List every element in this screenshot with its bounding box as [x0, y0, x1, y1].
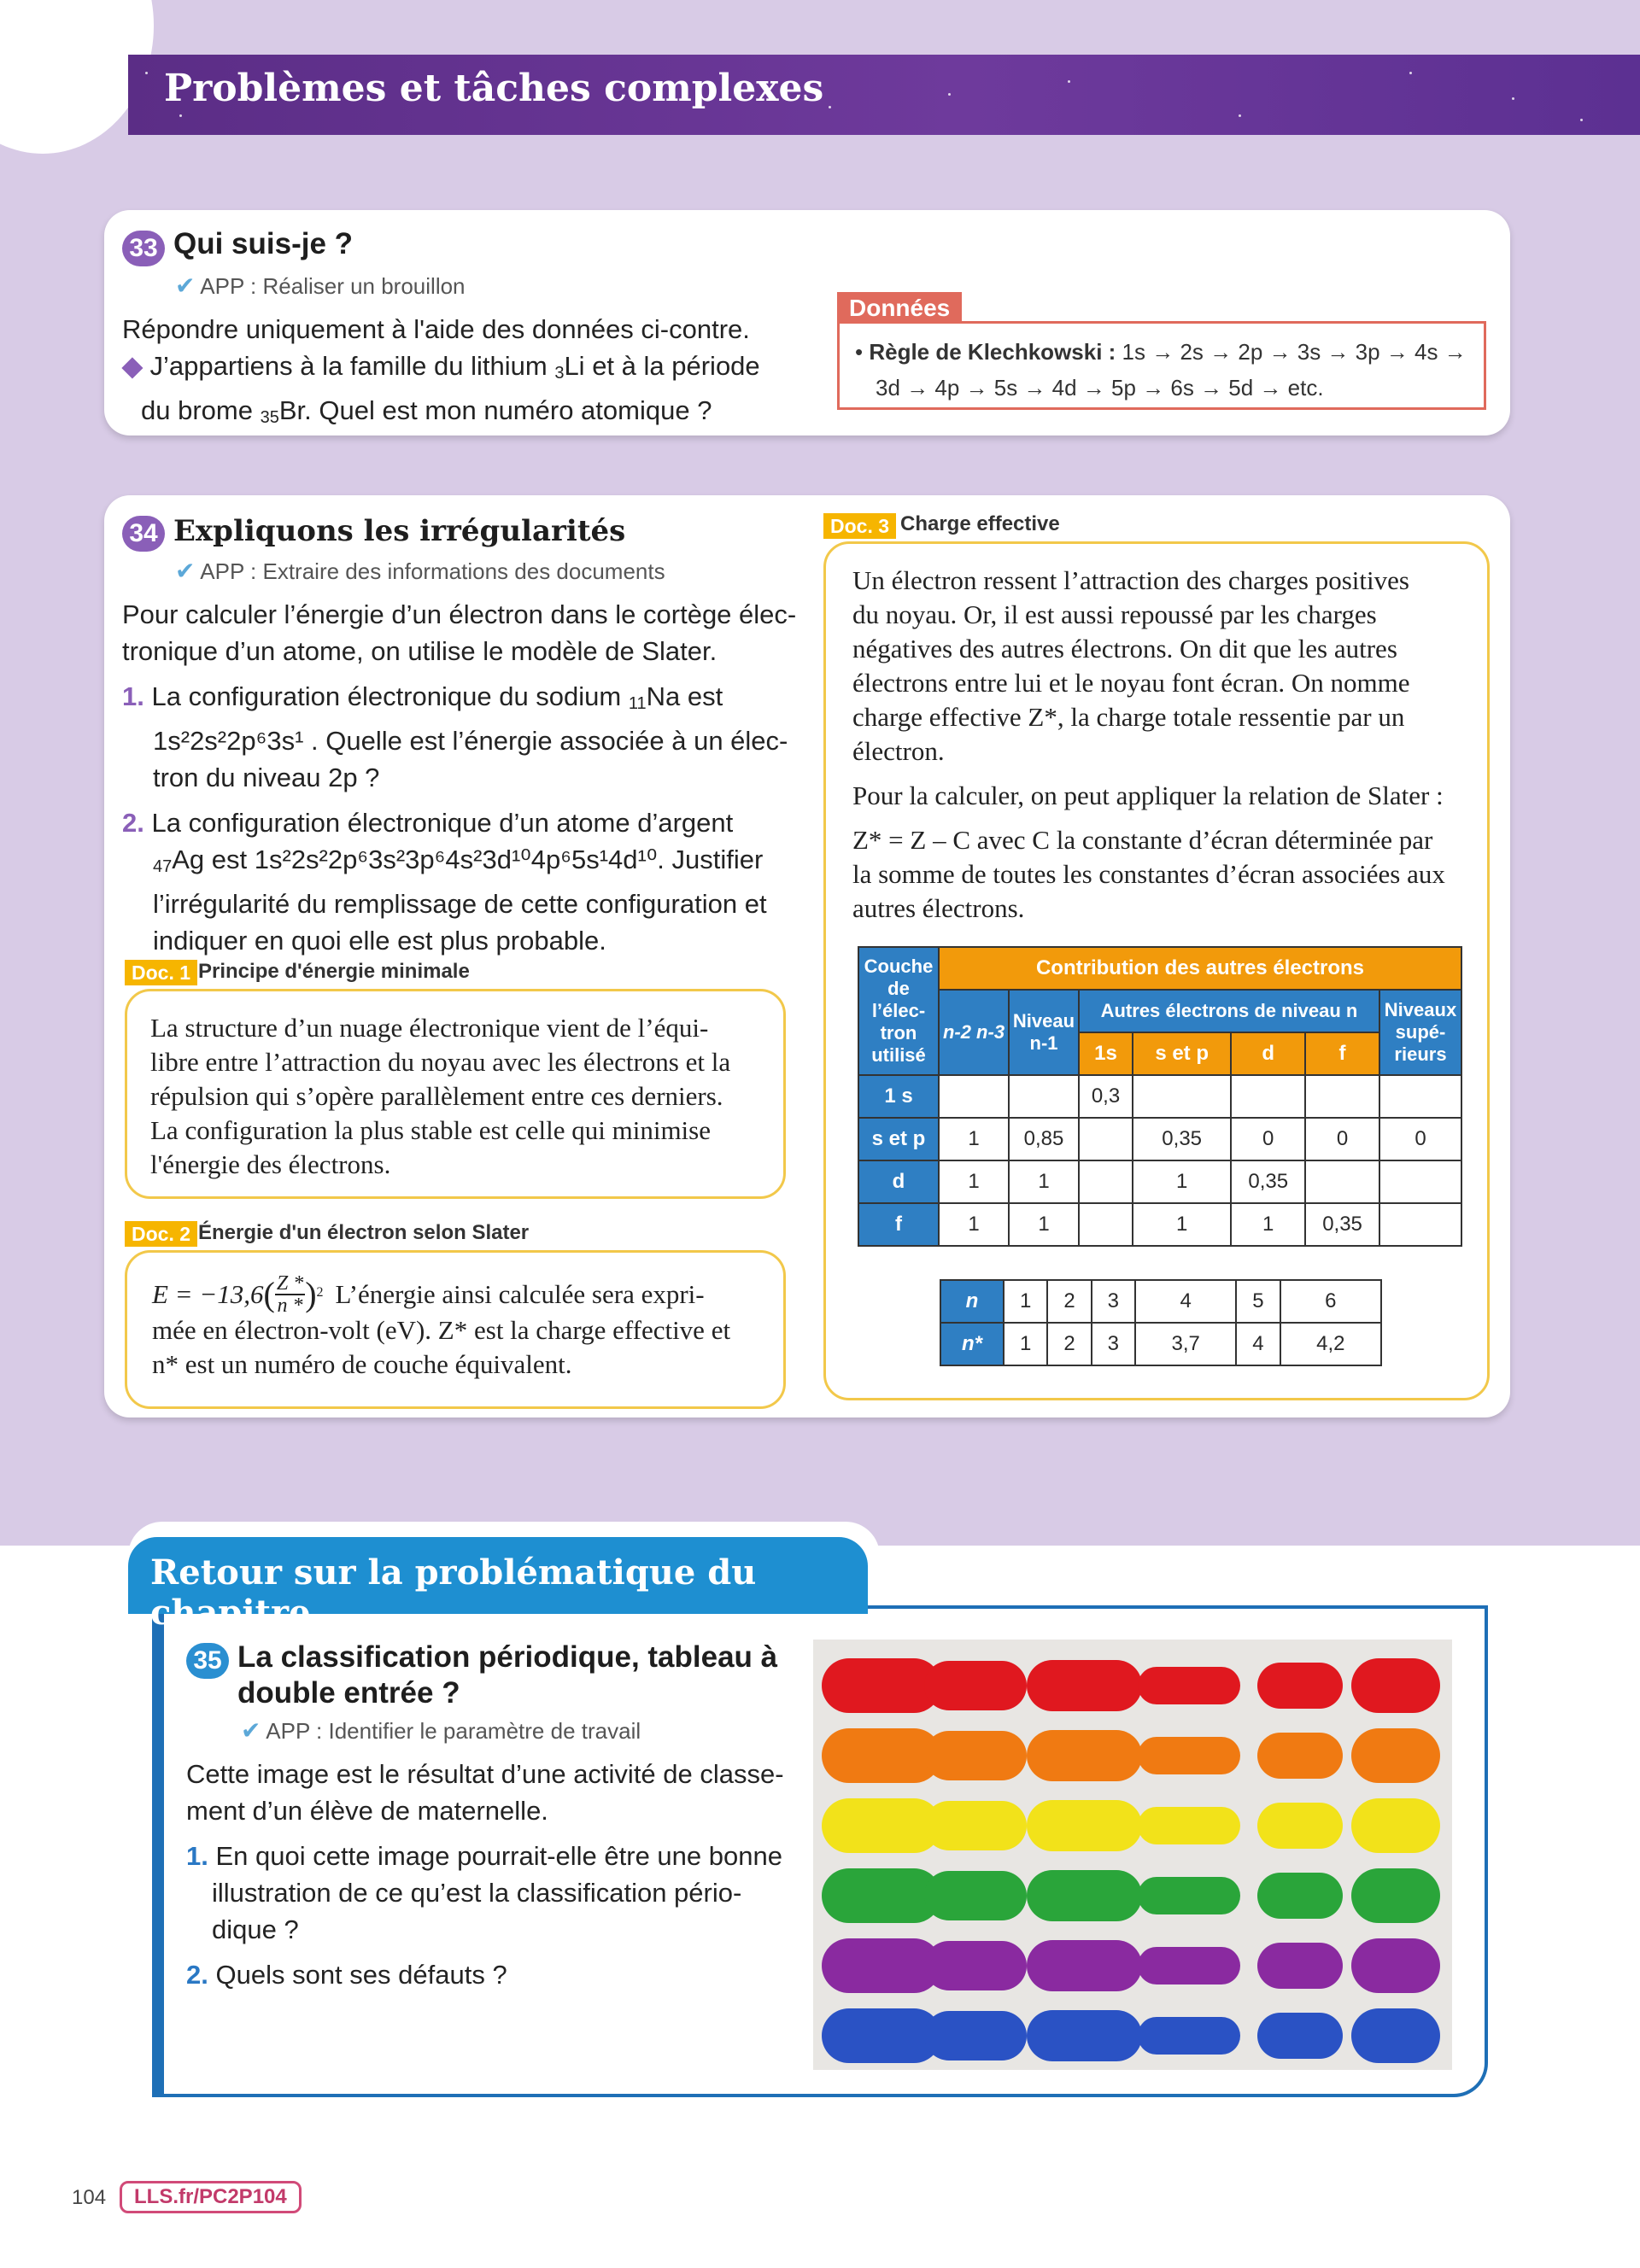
toy-figure: [1351, 1728, 1440, 1783]
toys-photo: [813, 1640, 1452, 2070]
doc-tag: Doc. 2: [125, 1221, 197, 1247]
doc-title: Charge effective: [900, 512, 1060, 535]
exercise-number: 35: [186, 1643, 229, 1679]
toy-figure: [1351, 1868, 1440, 1923]
bullet-icon: ◆: [122, 351, 143, 381]
toy-figure: [822, 1658, 941, 1713]
check-icon: ✔: [175, 272, 196, 299]
exercise-title: La classification périodique, tableau à double entrée ?: [237, 1640, 778, 1710]
formula: E = −13,6: [152, 1279, 264, 1309]
toy-figure: [1027, 1870, 1142, 1921]
header-cell: Niveau n-1: [1009, 990, 1079, 1075]
section-title: Problèmes et tâches complexes: [164, 67, 824, 110]
toy-figure: [1027, 1940, 1142, 1991]
slater-table: [858, 946, 1462, 1247]
toy-figure: [1257, 1943, 1343, 1989]
header-cell: f: [1305, 1032, 1379, 1075]
toy-figure: [1351, 1658, 1440, 1713]
toy-figure: [924, 1801, 1027, 1850]
check-icon: ✔: [175, 558, 196, 584]
header-cell: Niveaux supé-rieurs: [1379, 990, 1461, 1075]
data-box: • Règle de Klechkowski : 1s → 2s → 2p → 3s → 3p → 4s → 3d → 4p → 5s → 4d → 5p → 6s → 5d → etc.: [837, 321, 1486, 410]
header-cell: 1s: [1079, 1032, 1133, 1075]
toy-figure: [1351, 1938, 1440, 1993]
exercise-number: 34: [122, 516, 165, 552]
toy-figure: [1027, 1660, 1142, 1711]
footer-link[interactable]: LLS.fr/PC2P104: [120, 2181, 302, 2213]
toy-figure: [822, 1728, 941, 1783]
toy-figure: [924, 1661, 1027, 1710]
table-row: d 1 1 1 0,35: [858, 1160, 1461, 1203]
table-row: 1 s 0,3: [858, 1075, 1461, 1118]
exercise-text: Répondre uniquement à l'aide des données ci-contre. ◆ J’appartiens à la famille du lithium $_3$Li et à la période du brome $_{35}$Br. Quel est mon numéro atomique ?: [122, 314, 760, 427]
header-cell: d: [1231, 1032, 1305, 1075]
doc-3-text: Un électron ressent l’attraction des charges positives du noyau. Or, il est aussi repoussé par les charges négatives des autres électrons. On dit que les autres électrons entre lui et le noyau font écran. On nomme charge effective Z*, la charge totale ressentie par un électron. Pour la calculer, on peut appliquer la relation de Slater : Z* = Z – C avec C la constante d’écran déterminée par la somme de toutes les constantes d’écran associées aux autres électrons.: [852, 565, 1445, 923]
skill-label: ✔ APP : Extraire des informations des documents: [175, 558, 665, 584]
doc-1-text: La structure d’un nuage électronique vient de l’équi- libre entre l’attraction du noyau avec les électrons et la répulsion qui s’opère parallèlement entre ces derniers. La configuration la plus stable est celle qui minimise l'énergie des électrons.: [150, 1013, 731, 1179]
toy-figure: [924, 1941, 1027, 1990]
toy-figure: [1351, 1798, 1440, 1853]
toy-figure: [1257, 1873, 1343, 1919]
toy-figure: [924, 1871, 1027, 1920]
check-icon: ✔: [241, 1717, 261, 1744]
data-tag: Données: [837, 292, 962, 324]
toy-figure: [1027, 1730, 1142, 1781]
toy-figure: [822, 2008, 941, 2063]
doc-tag: Doc. 3: [823, 513, 896, 539]
page-number: 104: [72, 2186, 107, 2209]
exercise-text: Pour calculer l’énergie d’un électron dans le cortège élec- tronique d’un atome, on utilise le modèle de Slater. 1. La configuration électronique du sodium $_{11}$Na est 1s²2s²2p⁶3s¹ . Quelle est l’énergie associée à un élec- tron du niveau 2p ? 2. La configuration électronique d’un atome d’argent $_{47}$Ag est 1s²2s²2p⁶3s²3p⁶4s²3d¹⁰4p⁶5s¹4d¹⁰. Justifier l’irrégularité du remplissage de cette configuration et indiquer en quoi elle est plus probable.: [122, 599, 797, 956]
toy-figure: [1351, 2008, 1440, 2063]
toy-figure: [1138, 1947, 1240, 1984]
exercise-number: 33: [122, 231, 165, 266]
table-row: n* 1 2 3 3,7 4 4,2: [940, 1323, 1381, 1365]
toy-figure: [1027, 1800, 1142, 1851]
doc-tag: Doc. 1: [125, 960, 197, 985]
doc-title: Énergie d'un électron selon Slater: [198, 1221, 530, 1244]
header-cell: s et p: [1133, 1032, 1231, 1075]
table-row: f 1 1 1 1 0,35: [858, 1203, 1461, 1246]
toy-figure: [1257, 2013, 1343, 2059]
toy-figure: [1138, 2017, 1240, 2055]
toy-figure: [1138, 1807, 1240, 1844]
toy-figure: [1257, 1733, 1343, 1779]
table-row: s et p 1 0,85 0,35 0 0 0: [858, 1118, 1461, 1160]
toy-figure: [1138, 1737, 1240, 1774]
header-cell: Autres électrons de niveau n: [1079, 990, 1379, 1032]
retour-title: Retour sur la problématique du chapitre: [150, 1552, 757, 1633]
header-cell: n-2 n-3: [939, 990, 1009, 1075]
frame-top-line: [868, 1605, 1488, 1609]
skill-label: ✔ APP : Identifier le paramètre de travail: [241, 1717, 641, 1744]
toy-figure: [924, 1731, 1027, 1780]
toy-figure: [822, 1938, 941, 1993]
exercise-title: Expliquons les irrégularités: [173, 514, 626, 548]
table-row: n 1 2 3 4 5 6: [940, 1280, 1381, 1323]
toy-figure: [822, 1868, 941, 1923]
doc-title: Principe d'énergie minimale: [198, 960, 470, 983]
doc-2-text: E = −13,6 ( Z * n * ) 2 L’énergie ainsi calculée sera expri- mée en électron-volt (eV). Z* est la charge effective et n* est un numéro de couche équivalent.: [152, 1272, 731, 1379]
header-cell: Contribution des autres électrons: [939, 947, 1461, 990]
toy-figure: [822, 1798, 941, 1853]
toy-figure: [1257, 1803, 1343, 1849]
section-banner: [128, 55, 1640, 135]
retour-header: [128, 1537, 868, 1633]
toy-figure: [1138, 1667, 1240, 1704]
exercise-title: Qui suis-je ?: [173, 227, 354, 260]
n-table: [940, 1279, 1382, 1366]
toy-figure: [1138, 1877, 1240, 1914]
toy-figure: [924, 2011, 1027, 2060]
skill-label: ✔ APP : Réaliser un brouillon: [175, 272, 466, 299]
toy-figure: [1257, 1663, 1343, 1709]
exercise-text: Cette image est le résultat d’une activité de classe- ment d’un élève de maternelle. 1. En quoi cette image pourrait-elle être une bonne illustration de ce qu’est la classification pério- dique ? 2. Quels sont ses défauts ?: [186, 1759, 784, 1990]
toy-figure: [1027, 2010, 1142, 2061]
header-cell: Couche de l’élec-tron utilisé: [858, 947, 939, 1075]
